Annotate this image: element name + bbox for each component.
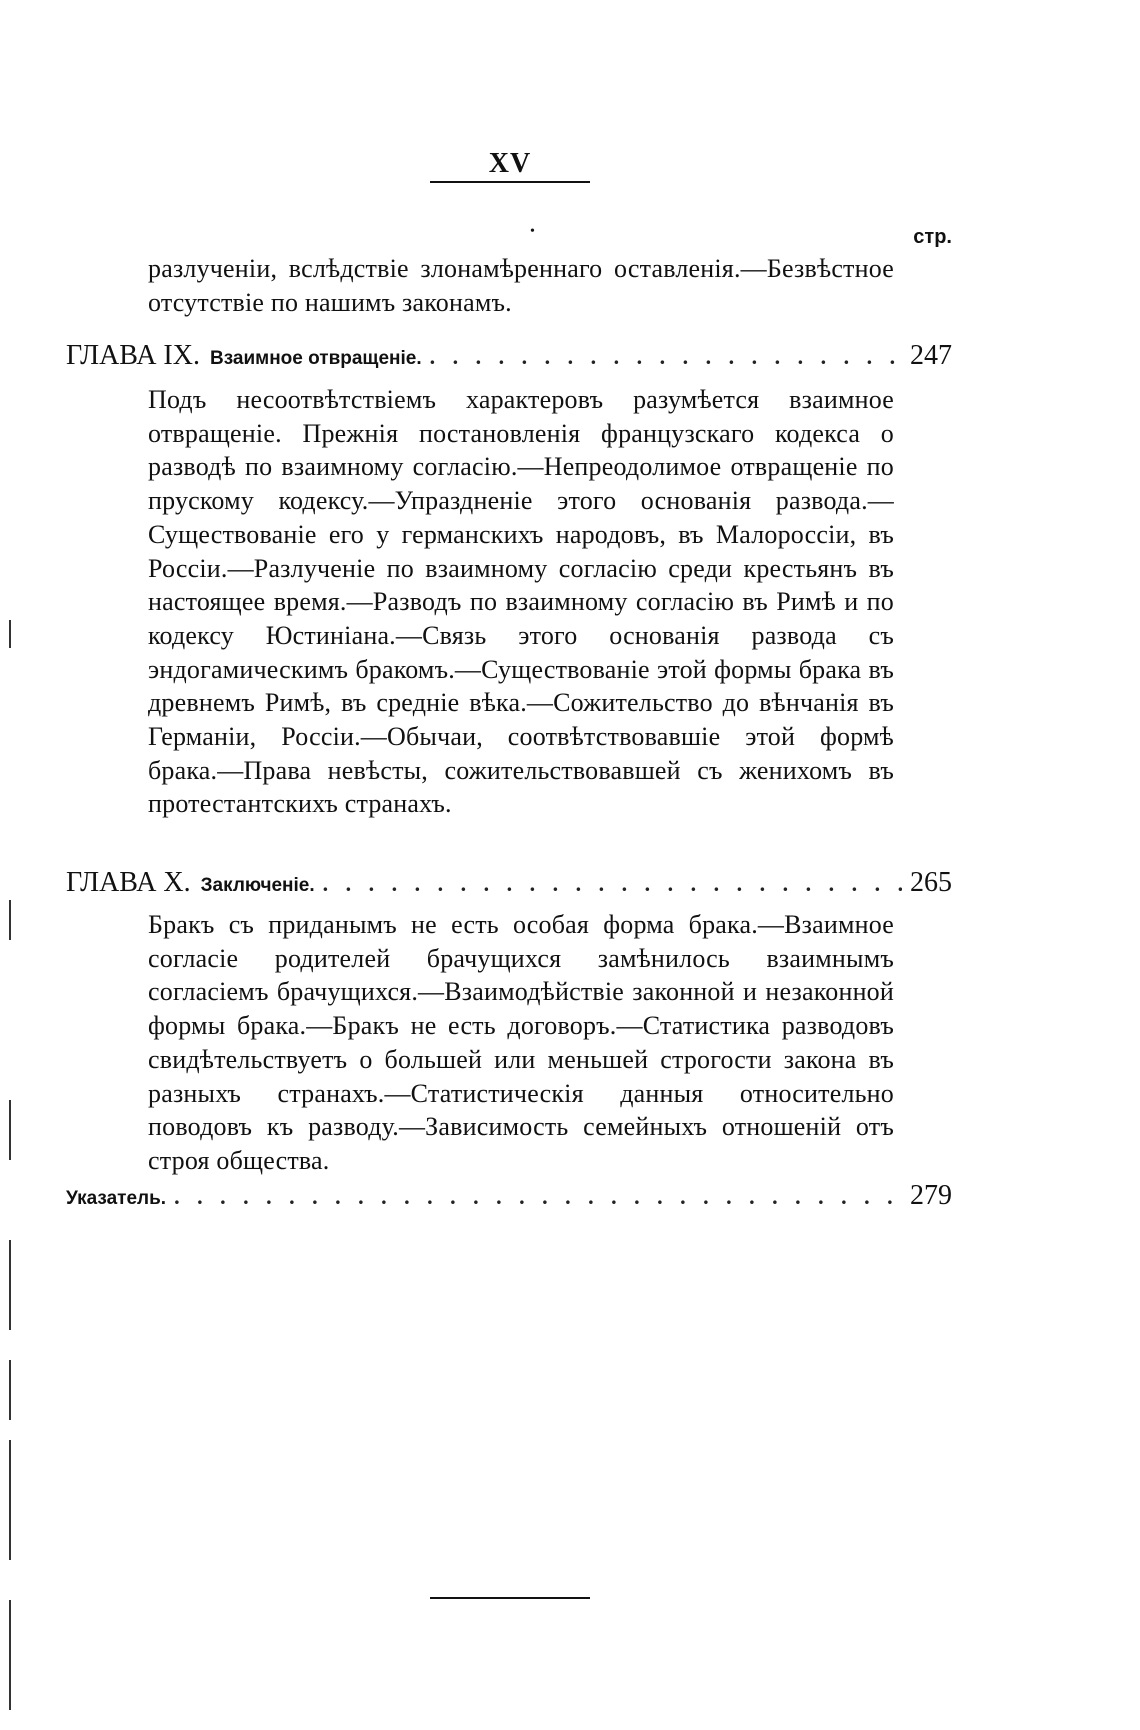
scan-margin-mark <box>9 1240 11 1330</box>
toc-entry-index[interactable] <box>66 1180 952 1216</box>
page-column-label: стр. <box>913 226 952 248</box>
header-rule <box>430 181 590 183</box>
chapter-number: ГЛАВА X. <box>66 867 191 898</box>
scan-margin-mark <box>9 620 11 648</box>
scan-margin-mark <box>9 1440 11 1560</box>
chapter-number: ГЛАВА IX. <box>66 340 200 371</box>
scan-margin-mark <box>9 1600 11 1710</box>
index-title: Указатель. <box>66 1188 167 1209</box>
toc-entry-chapter-9[interactable] <box>66 340 952 376</box>
chapter-summary: Бракъ съ приданымъ не есть особая форма брака.—Взаимное согласіе родителей брачущихся замѣнилось взаимнымъ согласіемъ брачущихся.—Взаимодѣйствіе законной и незаконной формы брака.—Бракъ не есть договоръ.—Статистика разводовъ свидѣтельствуетъ о большей или меньшей строгости закона въ разныхъ странахъ.—Статистическія данныя относительно поводовъ къ разводу.—Зависимость семейныхъ отношеній отъ строя общества. <box>148 910 894 1175</box>
chapter-title: Заключеніе. <box>200 875 315 896</box>
dot-leader <box>323 871 902 897</box>
chapter-summary: Подъ несоотвѣтствіемъ характеровъ разумѣется взаимное отвращеніе. Прежнія постановленія французскаго кодекса о разводѣ по взаимному согласію.—Непреодолимое отвращеніе по прускому кодексу.—Упраздненіе этого основанія развода.—Существованіе его у германскихъ народовъ, въ Малороссіи, въ Россіи.—Разлученіе по взаимному согласію среди крестьянъ въ настоящее время.—Разводъ по взаимному согласію въ Римѣ и по кодексу Юстиніана.—Связь этого основанія развода съ эндогамическимъ бракомъ.—Существованіе этой формы брака въ древнемъ Римѣ, въ средніе вѣка.—Сожительство до вѣнчанія въ Германіи, Россіи.—Обычаи, соотвѣтствовавшіе этой формѣ брака.—Права невѣсты, сожительствовавшей съ женихомъ въ протестантскихъ странахъ. <box>148 385 894 819</box>
stray-dot: • <box>530 224 535 239</box>
dot-leader <box>174 1184 902 1210</box>
chapter-title: Взаимное отвращеніе. <box>209 348 422 369</box>
scan-margin-mark <box>9 900 11 940</box>
page-number: XV <box>488 148 532 179</box>
intro-paragraph: разлученіи, вслѣдствіе злонамѣреннаго оставленія.—Безвѣстное отсутствіе по нашимъ законамъ. <box>148 254 894 317</box>
footer-rule <box>430 1597 590 1599</box>
scan-margin-mark <box>9 1100 11 1160</box>
chapter-page: 265 <box>910 867 952 898</box>
scan-margin-mark <box>9 1360 11 1420</box>
chapter-page: 247 <box>910 340 952 371</box>
dot-leader <box>430 344 902 370</box>
toc-entry-chapter-10[interactable] <box>66 867 952 903</box>
index-page: 279 <box>910 1180 952 1211</box>
